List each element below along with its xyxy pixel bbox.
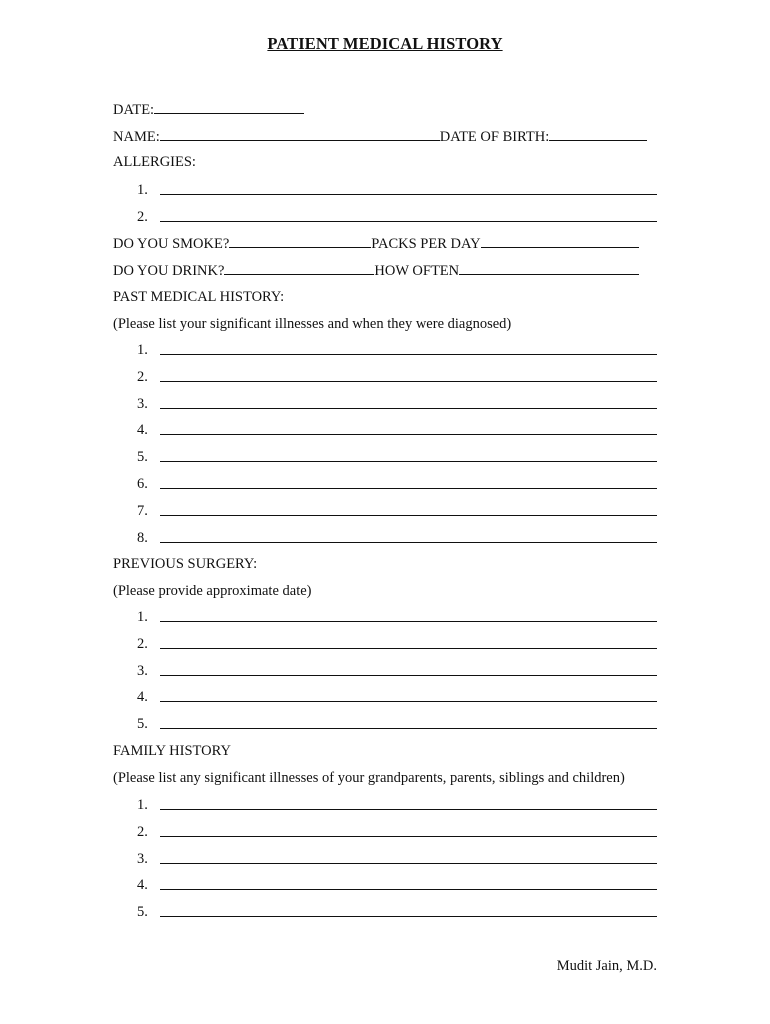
answer-line[interactable] bbox=[160, 542, 657, 543]
item-number: 5. bbox=[137, 449, 148, 466]
past-medical-instruction: (Please list your significant illnesses and when they were diagnosed) bbox=[113, 316, 512, 332]
dob-label: DATE OF BIRTH: bbox=[439, 129, 550, 145]
drink-field[interactable] bbox=[224, 260, 374, 275]
smoke-row bbox=[113, 233, 639, 253]
allergies-heading: ALLERGIES: bbox=[113, 154, 196, 170]
item-number: 1. bbox=[137, 342, 148, 358]
drink-label: DO YOU DRINK? bbox=[113, 263, 225, 279]
answer-line[interactable] bbox=[160, 675, 657, 676]
item-number: 2. bbox=[137, 823, 148, 840]
answer-line[interactable] bbox=[160, 488, 657, 489]
item-number: 3. bbox=[137, 850, 148, 867]
item-number: 1. bbox=[137, 609, 148, 625]
surgery-heading: PREVIOUS SURGERY: bbox=[113, 556, 258, 572]
name-field[interactable] bbox=[160, 126, 440, 141]
item-number: 2. bbox=[137, 368, 148, 385]
answer-line[interactable] bbox=[160, 863, 657, 864]
answer-line[interactable] bbox=[160, 434, 657, 435]
answer-line[interactable] bbox=[160, 194, 657, 195]
smoke-field[interactable] bbox=[229, 233, 371, 248]
item-number: 1. bbox=[137, 797, 148, 813]
family-heading: FAMILY HISTORY bbox=[113, 743, 231, 759]
answer-line[interactable] bbox=[160, 916, 657, 917]
item-number: 2. bbox=[137, 635, 148, 652]
surgery-instruction: (Please provide approximate date) bbox=[113, 583, 312, 599]
answer-line[interactable] bbox=[160, 728, 657, 729]
form-title: PATIENT MEDICAL HISTORY bbox=[267, 34, 503, 53]
item-number: 3. bbox=[137, 395, 148, 412]
family-instruction: (Please list any significant illnesses of your grandparents, parents, siblings and children) bbox=[113, 770, 625, 786]
item-number: 4. bbox=[137, 422, 148, 439]
answer-line[interactable] bbox=[160, 381, 657, 382]
answer-line[interactable] bbox=[160, 648, 657, 649]
answer-line[interactable] bbox=[160, 621, 657, 622]
answer-line[interactable] bbox=[160, 354, 657, 355]
smoke-label: DO YOU SMOKE? bbox=[113, 236, 230, 252]
item-number: 4. bbox=[137, 877, 148, 894]
answer-line[interactable] bbox=[160, 408, 657, 409]
item-number: 4. bbox=[137, 689, 148, 706]
name-row bbox=[113, 126, 647, 146]
name-label: NAME: bbox=[113, 129, 160, 145]
answer-line[interactable] bbox=[160, 836, 657, 837]
answer-line[interactable] bbox=[160, 701, 657, 702]
item-number: 2. bbox=[137, 209, 148, 225]
item-number: 1. bbox=[137, 182, 148, 198]
answer-line[interactable] bbox=[160, 515, 657, 516]
item-number: 8. bbox=[137, 529, 148, 546]
packs-field[interactable] bbox=[481, 233, 639, 248]
item-number: 3. bbox=[137, 662, 148, 679]
item-number: 7. bbox=[137, 502, 148, 519]
doctor-signature: Mudit Jain, M.D. bbox=[556, 958, 657, 974]
item-number: 6. bbox=[137, 476, 148, 492]
item-number: 5. bbox=[137, 904, 148, 921]
answer-line[interactable] bbox=[160, 809, 657, 810]
answer-line[interactable] bbox=[160, 461, 657, 462]
packs-label: PACKS PER DAY bbox=[371, 236, 481, 252]
how-often-label: HOW OFTEN bbox=[374, 263, 460, 279]
answer-line[interactable] bbox=[160, 221, 657, 222]
date-label: DATE: bbox=[113, 102, 155, 118]
dob-field[interactable] bbox=[549, 126, 647, 141]
how-often-field[interactable] bbox=[459, 260, 639, 275]
drink-row bbox=[113, 260, 639, 280]
answer-line[interactable] bbox=[160, 889, 657, 890]
item-number: 5. bbox=[137, 716, 148, 733]
date-row bbox=[113, 99, 304, 119]
past-medical-heading: PAST MEDICAL HISTORY: bbox=[113, 289, 285, 305]
date-field[interactable] bbox=[154, 99, 304, 114]
